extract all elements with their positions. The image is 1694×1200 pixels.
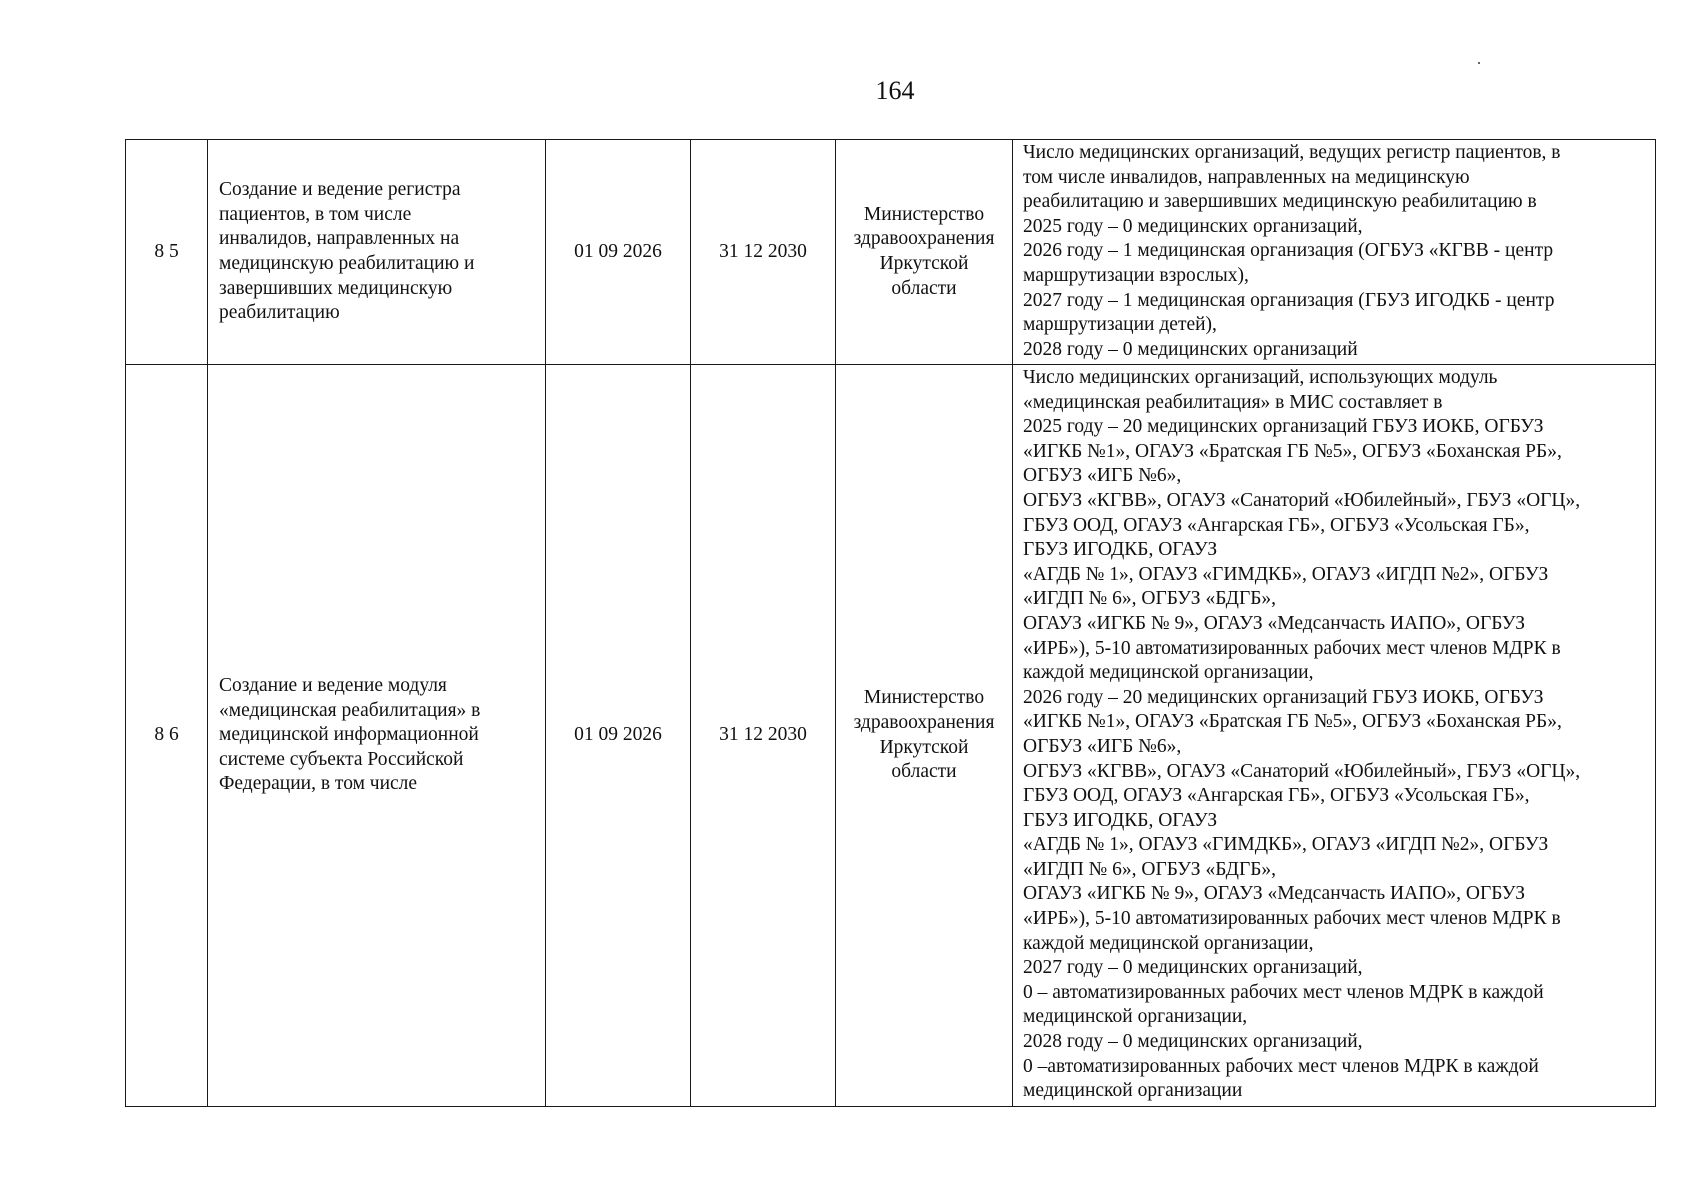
activity-name-line: реабилитацию xyxy=(219,302,340,324)
indicator-line: «АГДБ № 1», ОГАУЗ «ГИМДКБ», ОГАУЗ «ИГДП №2», ОГБУЗ xyxy=(1023,834,1549,856)
activities-table xyxy=(125,139,1656,1107)
indicator-line: «ИРБ»), 5-10 автоматизированных рабочих мест членов МДРК в xyxy=(1023,908,1561,930)
indicator-lines xyxy=(1023,366,1649,1104)
indicator-line: 2025 году – 0 медицинских организаций, xyxy=(1023,215,1363,237)
indicator-line: каждой медицинской организации, xyxy=(1023,932,1314,954)
indicator-line: 0 – автоматизированных рабочих мест членов МДРК в каждой xyxy=(1023,981,1544,1003)
indicator-line: 2028 году – 0 медицинских организаций xyxy=(1023,338,1358,360)
indicator-line: 2027 году – 1 медицинская организация (ГБУЗ ИГОДКБ - центр xyxy=(1023,289,1555,311)
organization-line: здравоохранения xyxy=(853,228,995,250)
indicator-line: Число медицинских организаций, ведущих регистр пациентов, в xyxy=(1023,142,1561,163)
organization-line: Иркутской xyxy=(879,736,969,758)
activity-name-line: медицинской информационной xyxy=(219,724,479,746)
indicator-line: «ИГДП № 6», ОГБУЗ «БДГБ», xyxy=(1023,858,1277,880)
indicator-line: ОГАУЗ «ИГКБ № 9», ОГАУЗ «Медсанчасть ИАПО», ОГБУЗ xyxy=(1023,612,1526,634)
organization-line: Иркутской xyxy=(879,253,969,274)
responsible-organization xyxy=(836,365,1013,1107)
start-date: 01 09 2026 xyxy=(546,140,691,365)
indicator-line: 2027 году – 0 медицинских организаций, xyxy=(1023,957,1363,979)
end-date: 31 12 2030 xyxy=(691,365,836,1107)
activity-name-line: Создание и ведение регистра xyxy=(219,179,461,201)
indicator-line: ГБУЗ ООД, ОГАУЗ «Ангарская ГБ», ОГБУЗ «Усольская ГБ», xyxy=(1023,785,1530,807)
indicator-line: ОГБУЗ «КГВВ», ОГАУЗ «Санаторий «Юбилейный», ГБУЗ «ОГЦ», xyxy=(1023,760,1581,782)
indicator-line: маршрутизации взрослых), xyxy=(1023,264,1249,286)
indicator-line: 2026 году – 20 медицинских организаций ГБУЗ ИОКБ, ОГБУЗ xyxy=(1023,686,1544,708)
organization-line: Министерство xyxy=(863,687,985,709)
activity-name-line: медицинскую реабилитацию и xyxy=(219,253,475,274)
indicator-line: ОГБУЗ «ИГБ №6», xyxy=(1023,465,1182,487)
indicator-line: ГБУЗ ИГОДКБ, ОГАУЗ xyxy=(1023,809,1218,831)
organization-line: области xyxy=(891,761,957,783)
organization-line: области xyxy=(891,277,957,299)
activity-name-line: пациентов, в том числе xyxy=(219,203,412,225)
indicator-line: «АГДБ № 1», ОГАУЗ «ГИМДКБ», ОГАУЗ «ИГДП №2», ОГБУЗ xyxy=(1023,563,1549,585)
indicator-description xyxy=(1013,365,1656,1107)
indicator-line: «ИГКБ №1», ОГАУЗ «Братская ГБ №5», ОГБУЗ «Боханская РБ», xyxy=(1023,440,1562,462)
indicator-line: том числе инвалидов, направленных на медицинскую xyxy=(1023,166,1470,188)
row-number: 8 5 xyxy=(126,140,208,365)
indicator-line: медицинской организации xyxy=(1023,1080,1243,1102)
indicator-line: ОГАУЗ «ИГКБ № 9», ОГАУЗ «Медсанчасть ИАПО», ОГБУЗ xyxy=(1023,883,1526,905)
activity-name-line: инвалидов, направленных на xyxy=(219,228,460,250)
table-row xyxy=(126,365,1656,1107)
organization-line: здравоохранения xyxy=(853,711,995,733)
activity-name xyxy=(208,140,546,365)
activity-name-line: завершивших медицинскую xyxy=(219,277,453,299)
organization-line: Министерство xyxy=(863,203,985,225)
indicator-lines xyxy=(1023,141,1649,362)
row-number: 8 6 xyxy=(126,365,208,1107)
indicator-line: 2026 году – 1 медицинская организация (ОГБУЗ «КГВВ - центр xyxy=(1023,240,1554,262)
responsible-organization xyxy=(836,140,1013,365)
indicator-line: медицинской организации, xyxy=(1023,1006,1248,1028)
start-date: 01 09 2026 xyxy=(546,365,691,1107)
indicator-line: 0 –автоматизированных рабочих мест членов МДРК в каждой xyxy=(1023,1055,1539,1077)
indicator-description xyxy=(1013,140,1656,365)
indicator-line: ОГБУЗ «КГВВ», ОГАУЗ «Санаторий «Юбилейный», ГБУЗ «ОГЦ», xyxy=(1023,489,1581,511)
table-row xyxy=(126,140,1656,365)
activity-name xyxy=(208,365,546,1107)
indicator-line: маршрутизации детей), xyxy=(1023,314,1217,336)
activity-name-line: Создание и ведение модуля xyxy=(219,675,447,697)
indicator-line: каждой медицинской организации, xyxy=(1023,662,1314,684)
indicator-line: реабилитацию и завершивших медицинскую реабилитацию в xyxy=(1023,191,1537,213)
indicator-line: «медицинская реабилитация» в МИС составляет в xyxy=(1023,391,1443,413)
indicator-line: «ИРБ»), 5-10 автоматизированных рабочих мест членов МДРК в xyxy=(1023,637,1561,659)
indicator-line: ОГБУЗ «ИГБ №6», xyxy=(1023,735,1182,757)
indicator-line: «ИГДП № 6», ОГБУЗ «БДГБ», xyxy=(1023,588,1277,610)
activity-name-line: системе субъекта Российской xyxy=(219,748,464,770)
activity-name-line: Федерации, в том числе xyxy=(219,773,418,795)
indicator-line: Число медицинских организаций, использующих модуль xyxy=(1023,367,1498,388)
indicator-line: 2028 году – 0 медицинских организаций, xyxy=(1023,1031,1363,1053)
indicator-line: «ИГКБ №1», ОГАУЗ «Братская ГБ №5», ОГБУЗ «Боханская РБ», xyxy=(1023,711,1562,733)
page-number: 164 xyxy=(875,76,915,105)
end-date: 31 12 2030 xyxy=(691,140,836,365)
indicator-line: 2025 году – 20 медицинских организаций ГБУЗ ИОКБ, ОГБУЗ xyxy=(1023,416,1544,438)
activity-name-line: «медицинская реабилитация» в xyxy=(219,699,481,721)
indicator-line: ГБУЗ ООД, ОГАУЗ «Ангарская ГБ», ОГБУЗ «Усольская ГБ», xyxy=(1023,514,1530,536)
scan-speck xyxy=(1478,62,1480,64)
indicator-line: ГБУЗ ИГОДКБ, ОГАУЗ xyxy=(1023,539,1218,561)
